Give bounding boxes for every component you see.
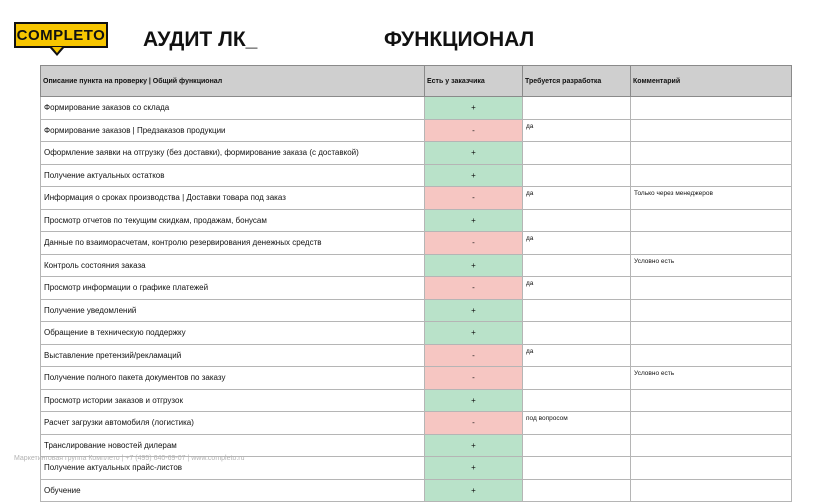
row-dev-required: [523, 479, 631, 502]
completo-logo: [14, 22, 108, 48]
row-description: Формирование заказов со склада: [41, 97, 425, 120]
row-dev-required: под вопросом: [523, 412, 631, 435]
table-row: [41, 97, 792, 120]
row-description: Получение актуальных остатков: [41, 164, 425, 187]
table-row: [41, 367, 792, 390]
table-row: [41, 479, 792, 502]
table-row: [41, 277, 792, 300]
row-has-status: +: [425, 97, 523, 120]
row-dev-required: [523, 434, 631, 457]
row-description: Оформление заявки на отгрузку (без доставки), формирование заказа (с доставкой): [41, 142, 425, 165]
row-has-status: -: [425, 344, 523, 367]
row-comment: [631, 322, 792, 345]
row-has-status: +: [425, 434, 523, 457]
row-comment: Условно есть: [631, 367, 792, 390]
row-comment: Условно есть: [631, 254, 792, 277]
row-dev-required: [523, 254, 631, 277]
row-description: Формирование заказов | Предзаказов продукции: [41, 119, 425, 142]
row-description: Получение актуальных прайс-листов: [41, 457, 425, 480]
row-has-status: -: [425, 119, 523, 142]
row-dev-required: [523, 389, 631, 412]
row-dev-required: да: [523, 232, 631, 255]
column-header-comment: Комментарий: [631, 66, 792, 97]
row-dev-required: [523, 209, 631, 232]
row-description: Транслирование новостей дилерам: [41, 434, 425, 457]
footer-contacts: Маркетинговая группа Комплето | +7 (495) 640-69-07 | www.completo.ru: [14, 455, 245, 462]
row-has-status: +: [425, 142, 523, 165]
row-comment: [631, 344, 792, 367]
row-description: Просмотр истории заказов и отгрузок: [41, 389, 425, 412]
table-row: [41, 254, 792, 277]
table-row: [41, 412, 792, 435]
table-row: [41, 209, 792, 232]
row-has-status: +: [425, 322, 523, 345]
page-title: АУДИТ ЛК_: [143, 28, 258, 51]
row-description: Обучение: [41, 479, 425, 502]
row-description: Расчет загрузки автомобиля (логистика): [41, 412, 425, 435]
table-row: [41, 389, 792, 412]
row-dev-required: [523, 322, 631, 345]
row-comment: [631, 412, 792, 435]
table-row: [41, 434, 792, 457]
row-description: Выставление претензий/рекламаций: [41, 344, 425, 367]
row-has-status: -: [425, 412, 523, 435]
row-description: Данные по взаиморасчетам, контролю резервирования денежных средств: [41, 232, 425, 255]
row-has-status: -: [425, 367, 523, 390]
row-comment: [631, 389, 792, 412]
row-comment: [631, 209, 792, 232]
table-row: [41, 322, 792, 345]
row-comment: Только через менеджеров: [631, 187, 792, 210]
row-has-status: +: [425, 299, 523, 322]
row-has-status: -: [425, 277, 523, 300]
row-description: Получение полного пакета документов по заказу: [41, 367, 425, 390]
row-comment: [631, 479, 792, 502]
row-dev-required: да: [523, 344, 631, 367]
row-has-status: +: [425, 164, 523, 187]
table-row: [41, 187, 792, 210]
row-has-status: -: [425, 232, 523, 255]
audit-table: [40, 65, 792, 502]
row-description: Получение уведомлений: [41, 299, 425, 322]
logo-speech-tail-inner-icon: [52, 47, 62, 53]
row-dev-required: да: [523, 187, 631, 210]
row-dev-required: [523, 142, 631, 165]
row-description: Просмотр информации о графике платежей: [41, 277, 425, 300]
row-has-status: +: [425, 389, 523, 412]
row-has-status: +: [425, 254, 523, 277]
row-dev-required: да: [523, 277, 631, 300]
row-dev-required: [523, 367, 631, 390]
row-comment: [631, 232, 792, 255]
row-comment: [631, 434, 792, 457]
column-header-has: Есть у заказчика: [425, 66, 523, 97]
column-header-description: Описание пункта на проверку | Общий функционал: [41, 66, 425, 97]
row-dev-required: [523, 97, 631, 120]
row-comment: [631, 97, 792, 120]
table-row: [41, 142, 792, 165]
row-has-status: -: [425, 187, 523, 210]
row-description: Информация о сроках производства | Доставки товара под заказ: [41, 187, 425, 210]
table-row: [41, 299, 792, 322]
row-comment: [631, 119, 792, 142]
table-body: [41, 97, 792, 502]
table-header-row: [41, 66, 792, 97]
row-has-status: +: [425, 457, 523, 480]
row-dev-required: да: [523, 119, 631, 142]
column-header-dev: Требуется разработка: [523, 66, 631, 97]
row-has-status: +: [425, 479, 523, 502]
row-has-status: +: [425, 209, 523, 232]
row-dev-required: [523, 164, 631, 187]
section-title: ФУНКЦИОНАЛ: [384, 28, 535, 51]
row-description: Обращение в техническую поддержку: [41, 322, 425, 345]
table-row: [41, 344, 792, 367]
row-description: Контроль состояния заказа: [41, 254, 425, 277]
row-comment: [631, 164, 792, 187]
row-comment: [631, 277, 792, 300]
row-dev-required: [523, 299, 631, 322]
row-description: Просмотр отчетов по текущим скидкам, продажам, бонусам: [41, 209, 425, 232]
table-row: [41, 164, 792, 187]
table-row: [41, 232, 792, 255]
row-comment: [631, 299, 792, 322]
row-comment: [631, 142, 792, 165]
table-row: [41, 119, 792, 142]
logo-text: COMPLETO: [16, 27, 106, 44]
